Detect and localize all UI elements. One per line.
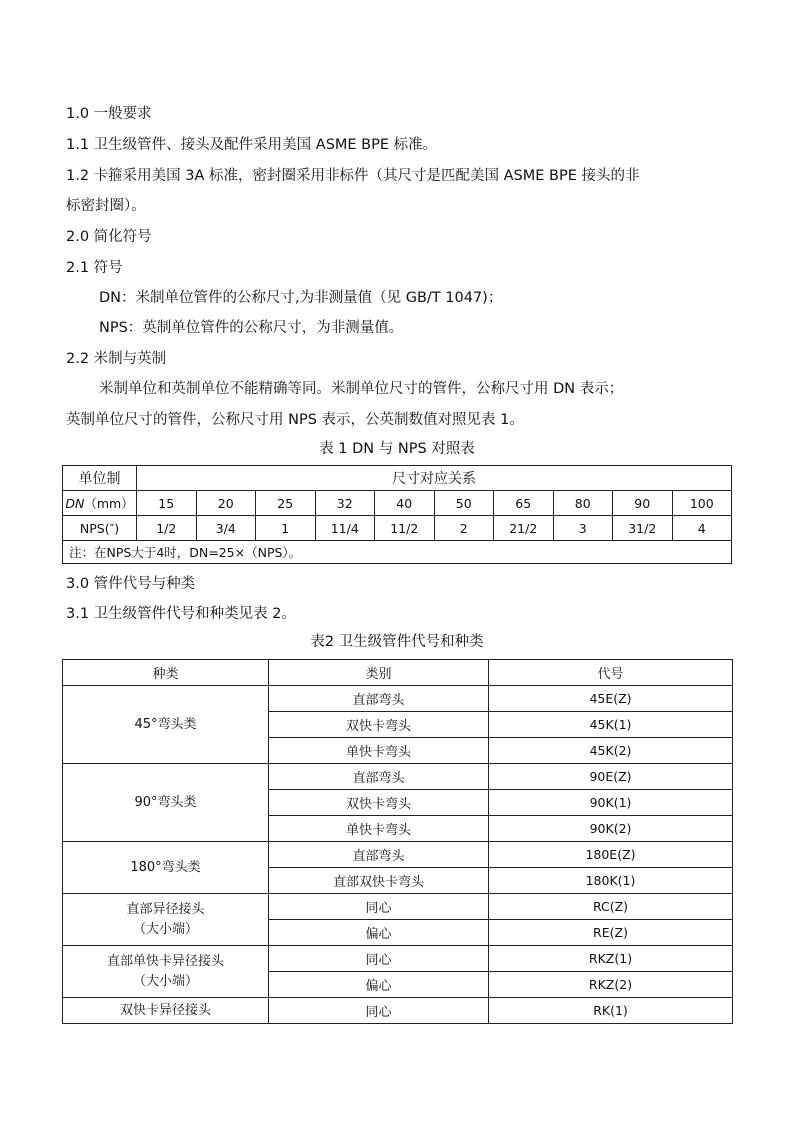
table-row	[63, 998, 733, 1024]
table-row	[63, 541, 732, 564]
table-cell: 100	[672, 491, 732, 516]
kind-line2: （大小端）	[132, 973, 198, 989]
section-2-0-heading: 2.0 简化符号	[66, 229, 152, 245]
table-cell: 2	[434, 516, 494, 541]
fitting-codes-table	[62, 659, 733, 1024]
table-row	[63, 686, 733, 712]
code-cell: 45K(2)	[489, 738, 733, 764]
kind-line1: 直部单快卡异径接头	[106, 953, 224, 969]
table-cell: 3	[553, 516, 613, 541]
table-row	[63, 894, 733, 920]
code-cell: RKZ(1)	[489, 946, 733, 972]
dn-nps-table	[62, 465, 732, 564]
kind-line2: （大小端）	[132, 921, 198, 937]
code-cell: 90E(Z)	[489, 764, 733, 790]
table2-caption: 表2 卫生级管件代号和种类	[310, 634, 484, 650]
table-cell: 4	[672, 516, 732, 541]
section-2-1-heading: 2.1 符号	[66, 260, 123, 276]
category-cell: 直部弯头	[269, 764, 489, 790]
code-cell: RC(Z)	[489, 894, 733, 920]
section-1-1: 1.1 卫生级管件、接头及配件采用美国 ASME BPE 标准。	[66, 137, 438, 153]
code-cell: 180E(Z)	[489, 842, 733, 868]
category-cell: 直部弯头	[269, 842, 489, 868]
dn-label-cell	[63, 491, 137, 516]
code-cell: 180K(1)	[489, 868, 733, 894]
table-cell: 31/2	[613, 516, 673, 541]
section-1-2-line1: 1.2 卡箍采用美国 3A 标准，密封圈采用非标件（其尺寸是匹配美国 ASME BPE 接头的非	[66, 168, 640, 184]
table-cell: 90	[613, 491, 673, 516]
code-cell: 45K(1)	[489, 712, 733, 738]
code-cell: RE(Z)	[489, 920, 733, 946]
table-cell: 1/2	[137, 516, 197, 541]
section-1-2-line2: 标密封圈）。	[66, 198, 146, 214]
dn-label: DN	[65, 496, 85, 511]
nps-definition: NPS：英制单位管件的公称尺寸，为非测量值。	[99, 320, 404, 336]
table-cell: 3/4	[196, 516, 256, 541]
dn-definition: DN：米制单位管件的公称尺寸,为非测量值（见 GB/T 1047)；	[99, 290, 503, 306]
code-cell: 90K(1)	[489, 790, 733, 816]
kind-cell-single-clamp-reducer	[63, 946, 269, 998]
kind-cell-45: 45°弯头类	[63, 686, 269, 764]
section-2-2-heading: 2.2 米制与英制	[66, 351, 167, 367]
table-cell: 32	[315, 491, 375, 516]
section-3-0-heading: 3.0 管件代号与种类	[66, 576, 196, 592]
table-cell: 65	[494, 491, 554, 516]
sizes-header-cell: 尺寸对应关系	[137, 466, 732, 491]
category-cell: 同心	[269, 998, 489, 1024]
category-cell: 同心	[269, 894, 489, 920]
category-cell: 单快卡弯头	[269, 738, 489, 764]
table-row	[63, 764, 733, 790]
table-header-row	[63, 660, 733, 686]
category-cell: 同心	[269, 946, 489, 972]
category-cell: 偏心	[269, 920, 489, 946]
table-row	[63, 516, 732, 541]
kind-line1: 直部异径接头	[126, 901, 205, 917]
section-2-2-para-line2: 英制单位尺寸的管件，公称尺寸用 NPS 表示，公英制数值对照见表 1。	[66, 412, 524, 428]
table-cell: 50	[434, 491, 494, 516]
category-cell: 双快卡弯头	[269, 712, 489, 738]
kind-cell-180: 180°弯头类	[63, 842, 269, 894]
code-cell: 90K(2)	[489, 816, 733, 842]
dn-unit-label: （mm）	[84, 496, 134, 511]
code-cell: RK(1)	[489, 998, 733, 1024]
table-row	[63, 842, 733, 868]
table-cell: 40	[375, 491, 435, 516]
unit-header-cell: 单位制	[63, 466, 137, 491]
table-cell: 1	[256, 516, 316, 541]
table-row	[63, 491, 732, 516]
table1-caption: 表 1 DN 与 NPS 对照表	[319, 441, 475, 457]
kind-cell-90: 90°弯头类	[63, 764, 269, 842]
table-row	[63, 466, 732, 491]
table-cell: 21/2	[494, 516, 554, 541]
section-1-0-heading: 1.0 一般要求	[66, 106, 152, 122]
kind-header: 种类	[63, 660, 269, 686]
category-header: 类别	[269, 660, 489, 686]
category-cell: 直部弯头	[269, 686, 489, 712]
category-cell: 单快卡弯头	[269, 816, 489, 842]
nps-label-cell: NPS(″)	[63, 516, 137, 541]
code-cell: RKZ(2)	[489, 972, 733, 998]
kind-cell-reducer	[63, 894, 269, 946]
kind-cell-double-clamp-reducer: 双快卡异径接头	[63, 998, 269, 1024]
table-cell: 25	[256, 491, 316, 516]
table-cell: 15	[137, 491, 197, 516]
table-cell: 80	[553, 491, 613, 516]
section-3-1: 3.1 卫生级管件代号和种类见表 2。	[66, 606, 297, 622]
table-cell: 11/2	[375, 516, 435, 541]
category-cell: 双快卡弯头	[269, 790, 489, 816]
table-cell: 11/4	[315, 516, 375, 541]
code-cell: 45E(Z)	[489, 686, 733, 712]
table-cell: 20	[196, 491, 256, 516]
table-row	[63, 946, 733, 972]
category-cell: 直部双快卡弯头	[269, 868, 489, 894]
table1-note: 注：在NPS大于4时，DN=25×（NPS）。	[63, 541, 732, 564]
section-2-2-para-line1: 米制单位和英制单位不能精确等同。米制单位尺寸的管件，公称尺寸用 DN 表示；	[99, 381, 624, 397]
category-cell: 偏心	[269, 972, 489, 998]
code-header: 代号	[489, 660, 733, 686]
